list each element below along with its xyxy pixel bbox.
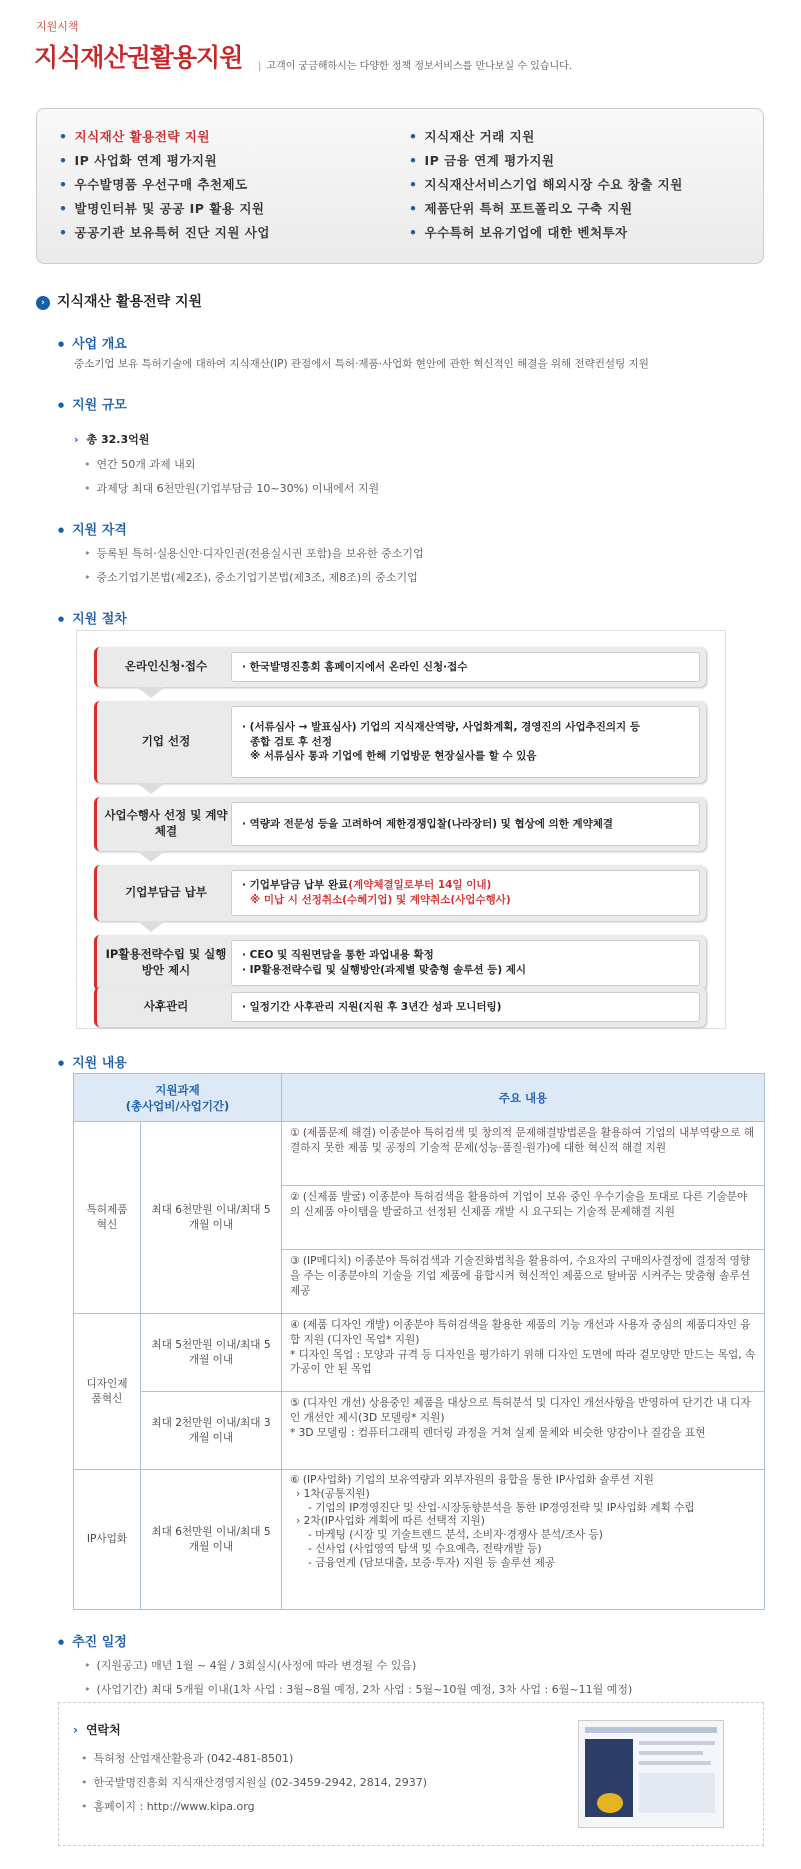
procedure-flow bbox=[76, 630, 726, 1029]
menu-item[interactable]: • 지식재산 활용전략 지원 bbox=[59, 127, 210, 145]
menu-item[interactable]: • IP 금융 연계 평가지원 bbox=[409, 151, 554, 169]
scale-item: • 연간 50개 과제 내외 bbox=[84, 456, 195, 472]
eligibility-item: • 등록된 특허·실용신안·디자인권(전용실시권 포함)을 보유한 중소기업 bbox=[84, 545, 424, 561]
menu-item[interactable]: • 우수특허 보유기업에 대한 벤처투자 bbox=[409, 223, 628, 241]
arrow-down-icon bbox=[137, 783, 165, 794]
menu-item[interactable]: • 제품단위 특허 포트폴리오 구축 지원 bbox=[409, 199, 633, 217]
submenu-box bbox=[36, 108, 764, 264]
page-title: 지식재산권활용지원 bbox=[34, 43, 243, 72]
contents-heading: ● 지원 내용 bbox=[58, 1052, 127, 1071]
table-header: 지원과제 (총사업비/사업기간) bbox=[74, 1074, 282, 1122]
procedure-step: IP활용전략수립 및 실행방안 제시 · CEO 및 직원면담을 통한 과업내용 확정 · IP활용전략수립 및 실행방안(과제별 맞춤형 솔루션 등) 제시 bbox=[94, 935, 706, 991]
schedule-item: • (사업기간) 최대 5개월 이내(1차 사업 : 3월~8월 예정, 2차 사업 : 5월~10월 예정, 3차 사업 : 6월~11월 예정) bbox=[84, 1681, 632, 1697]
table-row: 디자인제품혁신 최대 5천만원 이내/최대 5개월 이내 ④ (제품 디자인 개발) 이종분야 특허검색을 활용한 제품의 기능 개선과 사용자 중심의 제품디자인 융합 지원 (디자인 목업* 지원) * 디자인 목업 : 모양과 규격 등 디자인을 평가하기 위해 디자인 도면에 따라 겉모양만 만드는 목업, 속 가공이 안 된 목업 bbox=[74, 1314, 765, 1392]
procedure-step: 사업수행사 선정 및 계약체결 · 역량과 전문성 등을 고려하여 제한경쟁입찰(나라장터) 및 협상에 의한 계약체결 bbox=[94, 797, 706, 851]
procedure-step: 온라인신청·접수 · 한국발명진흥회 홈페이지에서 온라인 신청·접수 bbox=[94, 647, 706, 687]
contact-item[interactable]: • 홈페이지 : http://www.kipa.org bbox=[81, 1798, 255, 1814]
table-row: ③ (IP메디치) 이종분야 특허검색과 기술진화법칙을 활용하여, 수요자의 구매의사결정에 결정적 영향을 주는 이종분야의 기술을 기업 제품에 융합시켜 혁신적인 제품으로 탈바꿈 시켜주는 맞춤형 솔루션 제공 bbox=[74, 1250, 765, 1314]
procedure-heading: ● 지원 절차 bbox=[58, 608, 127, 627]
procedure-step: 사후관리 · 일정기간 사후관리 지원(지원 후 3년간 성과 모니터링) bbox=[94, 987, 706, 1027]
eligibility-item: • 중소기업기본법(제2조), 중소기업기본법(제3조, 제8조)의 중소기업 bbox=[84, 569, 418, 585]
section-title: › 지식재산 활용전략 지원 bbox=[36, 291, 202, 311]
arrow-down-icon bbox=[137, 687, 165, 698]
contact-item: • 특허청 산업재산활용과 (042-481-8501) bbox=[81, 1750, 293, 1766]
overview-heading: ● 사업 개요 bbox=[58, 333, 127, 352]
table-header: 주요 내용 bbox=[282, 1074, 765, 1122]
schedule-item: • (지원공고) 매년 1월 ~ 4월 / 3회실시(사정에 따라 변경될 수 있음) bbox=[84, 1657, 416, 1673]
scale-heading: ● 지원 규모 bbox=[58, 394, 127, 413]
menu-item[interactable]: • 공공기관 보유특허 진단 지원 사업 bbox=[59, 223, 270, 241]
table-row: 특허제품 혁신 최대 6천만원 이내/최대 5개월 이내 ① (제품문제 해결) 이종분야 특허검색 및 창의적 문제해결방법론을 활용하여 기업의 내부역량으로 해결하지 못한 제품 및 공정의 기술적 문제(성능·품질·원가)에 대한 혁신적 해결 지원 bbox=[74, 1122, 765, 1186]
contact-item: • 한국발명진흥회 지식재산경영지원실 (02-3459-2942, 2814, 2937) bbox=[81, 1774, 427, 1790]
breadcrumb: 지원시책 bbox=[36, 20, 79, 33]
website-thumbnail bbox=[578, 1720, 724, 1828]
menu-item[interactable]: • 발명인터뷰 및 공공 IP 활용 지원 bbox=[59, 199, 264, 217]
table-row: ② (신제품 발굴) 이종분야 특허검색을 활용하여 기업이 보유 중인 우수기술을 토대로 다른 기술분야의 신제품 아이템을 발굴하고 선정된 신제품 개발 시 요구되는 기술적 문제해결 지원 bbox=[74, 1186, 765, 1250]
table-row: IP사업화 최대 6천만원 이내/최대 5개월 이내 ⑥ (IP사업화) 기업의 보유역량과 외부자원의 융합을 통한 IP사업화 솔루션 지원 › 1차(공통지원) - 기업의 IP경영진단 및 산업·시장동향분석을 통한 IP경영전략 및 IP사업화 계획 수립 › 2차(IP사업화 계획에 따른 선택적 지원) - 마케팅 (시장 및 기술트렌드 분석, 소비자·경쟁사 분석/조사 등) - 신사업 (사업영역 탐색 및 수요예측, 전략개발 등) - 금융연계 (담보대출, 보증·투자) 지원 등 솔루션 제공 bbox=[74, 1470, 765, 1610]
overview-text: 중소기업 보유 특허기술에 대하여 지식재산(IP) 관점에서 특허·제품·사업화 현안에 관한 혁신적인 해결을 위해 전략컨설팅 지원 bbox=[74, 358, 649, 370]
menu-item[interactable]: • IP 사업화 연계 평가지원 bbox=[59, 151, 217, 169]
eligibility-heading: ● 지원 자격 bbox=[58, 519, 127, 538]
menu-item[interactable]: • 지식재산 거래 지원 bbox=[409, 127, 535, 145]
contact-heading: › 연락처 bbox=[73, 1721, 121, 1738]
support-table bbox=[73, 1073, 765, 1610]
table-row: 최대 2천만원 이내/최대 3개월 이내 ⑤ (디자인 개선) 상용중인 제품을 대상으로 특허분석 및 디자인 개선사항을 반영하여 단기간 내 디자인 개선안 제시(3D 모델링* 지원) * 3D 모델링 : 컴퓨터그래픽 렌더링 과정을 거쳐 실제 물체와 비슷한 양감이나 질감을 표현 bbox=[74, 1392, 765, 1470]
procedure-step: 기업부담금 납부 · 기업부담금 납부 완료(계약체결일로부터 14일 이내) ※ 미납 시 선정취소(수혜기업) 및 계약취소(사업수행사) bbox=[94, 865, 706, 921]
chevron-right-icon: › bbox=[36, 296, 50, 310]
menu-item[interactable]: • 우수발명품 우선구매 추천제도 bbox=[59, 175, 248, 193]
procedure-step: 기업 선정 · (서류심사 → 발표심사) 기업의 지식재산역량, 사업화계획, 경영진의 사업추진의지 등 종합 검토 후 선정 ※ 서류심사 통과 기업에 한해 기업방문 현장실사를 할 수 있음 bbox=[94, 701, 706, 783]
menu-item[interactable]: • 지식재산서비스기업 해외시장 수요 창출 지원 bbox=[409, 175, 683, 193]
page-subtitle: | 고객이 궁금해하시는 다양한 정책 정보서비스를 만나보실 수 있습니다. bbox=[258, 57, 572, 72]
scale-total: › 총 32.3억원 bbox=[74, 431, 149, 447]
scale-item: • 과제당 최대 6천만원(기업부담금 10~30%) 이내에서 지원 bbox=[84, 480, 379, 496]
arrow-down-icon bbox=[137, 851, 165, 862]
schedule-heading: ● 추진 일정 bbox=[58, 1631, 127, 1650]
arrow-down-icon bbox=[137, 921, 165, 932]
